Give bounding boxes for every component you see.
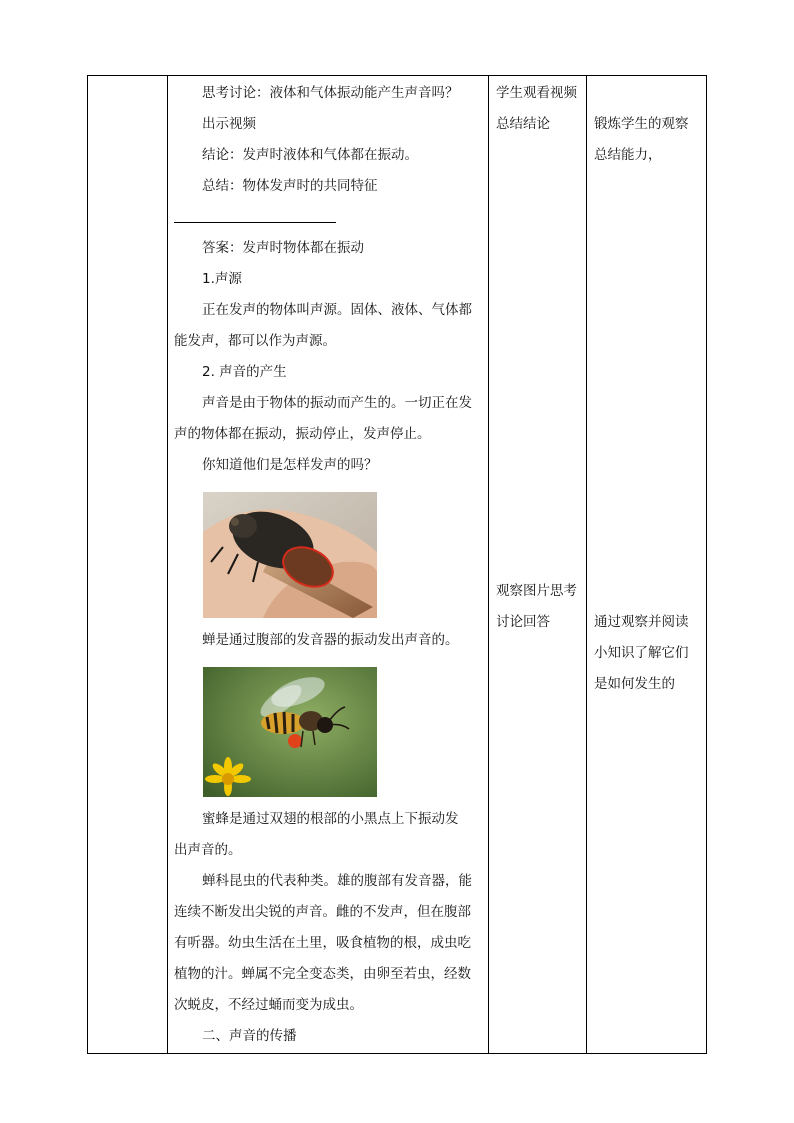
activity-line: 学生观看视频 <box>496 85 577 101</box>
paragraph-line: 出声音的。 <box>174 842 242 858</box>
paragraph-line: 连续不断发出尖锐的声音。雌的不发声，但在腹部 <box>174 904 471 920</box>
paragraph-line: 有听器。幼虫生活在土里，吸食植物的根，成虫吃 <box>174 935 471 951</box>
student-activity-cell <box>489 76 586 1053</box>
paragraph-line: 植物的汁。蝉属不完全变态类，由卵至若虫，经数 <box>174 966 471 982</box>
paragraph-line: 次蜕皮，不经过蛹而变为成虫。 <box>174 997 363 1013</box>
intent-line: 是如何发生的 <box>594 676 675 692</box>
activity-line: 讨论回答 <box>496 614 550 630</box>
intent-line: 小知识了解它们 <box>594 645 689 661</box>
answer-blank-line <box>174 222 336 223</box>
summary-text: 总结：物体发声时的共同特征 <box>202 178 378 194</box>
show-video-text: 出示视频 <box>202 116 256 132</box>
lesson-table <box>87 75 707 1054</box>
teaching-content-cell <box>168 76 488 1053</box>
paragraph-line: 正在发声的物体叫声源。固体、液体、气体都 <box>202 302 472 318</box>
heading-sound-source: 1.声源 <box>202 271 242 287</box>
bee-photo <box>203 667 377 797</box>
intent-line: 总结能力， <box>594 147 662 163</box>
intent-line: 锻炼学生的观察 <box>594 116 689 132</box>
discussion-question: 思考讨论：液体和气体振动能产生声音吗？ <box>202 85 459 101</box>
paragraph-line: 蝉科昆虫的代表种类。雄的腹部有发音器，能 <box>202 873 472 889</box>
paragraph-line: 声的物体都在振动，振动停止，发声停止。 <box>174 426 431 442</box>
intent-line: 通过观察并阅读 <box>594 614 689 630</box>
activity-line: 总结结论 <box>496 116 550 132</box>
answer-text: 答案：发声时物体都在振动 <box>202 240 364 256</box>
design-intent-cell <box>587 76 705 1053</box>
conclusion-text: 结论：发声时液体和气体都在振动。 <box>202 147 418 163</box>
cicada-photo <box>203 492 377 618</box>
activity-line: 观察图片思考 <box>496 583 577 599</box>
cicada-caption: 蝉是通过腹部的发音器的振动发出声音的。 <box>202 632 459 648</box>
paragraph-line: 能发声，都可以作为声源。 <box>174 333 336 349</box>
heading-sound-production: 2. 声音的产生 <box>202 364 287 380</box>
question-text: 你知道他们是怎样发声的吗？ <box>202 457 378 473</box>
paragraph-line: 蜜蜂是通过双翅的根部的小黑点上下振动发 <box>202 811 459 827</box>
heading-sound-propagation: 二、声音的传播 <box>202 1028 297 1044</box>
paragraph-line: 声音是由于物体的振动而产生的。一切正在发 <box>202 395 472 411</box>
